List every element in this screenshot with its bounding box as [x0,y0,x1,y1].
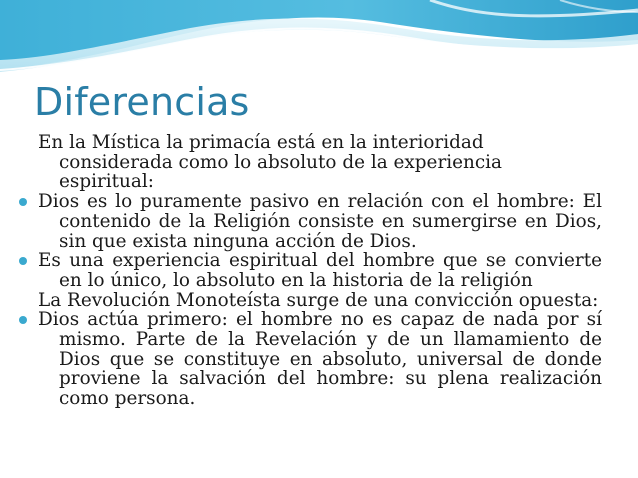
paragraph-revolucion-monoteista [38,291,602,311]
bullet-text: Dios actúa primero: el hombre no es capaz de nada por sí mismo. Parte de la Revelación y de un llamamiento de Dios que se constituye en absoluto, universal de donde proviene la salvación del hombre: su plena realización como persona. [38,309,602,410]
bullet-item-experiencia-espiritual [38,251,602,290]
slide-body [38,133,602,409]
bullet-item-dios-actua-primero [38,310,602,409]
paragraph-text: La Revolución Monoteísta surge de una convicción opuesta: [38,289,599,311]
bullet-dot-icon [19,198,27,206]
header-wave-decoration [0,0,638,80]
bullet-item-dios-pasivo [38,192,602,251]
bullet-text: Dios es lo puramente pasivo en relación con el hombre: El contenido de la Religión consiste en sumergirse en Dios, sin que exista ninguna acción de Dios. [38,191,602,252]
paragraph-text: En la Mística la primacía está en la interioridad considerada como lo absoluto de la experiencia espiritual: [38,132,502,193]
paragraph-intro-mistica [38,133,602,192]
bullet-dot-icon [19,257,27,265]
slide-title: Diferencias [34,80,250,124]
bullet-dot-icon [19,316,27,324]
bullet-text: Es una experiencia espiritual del hombre que se convierte en lo único, lo absoluto en la historia de la religión [38,250,602,291]
